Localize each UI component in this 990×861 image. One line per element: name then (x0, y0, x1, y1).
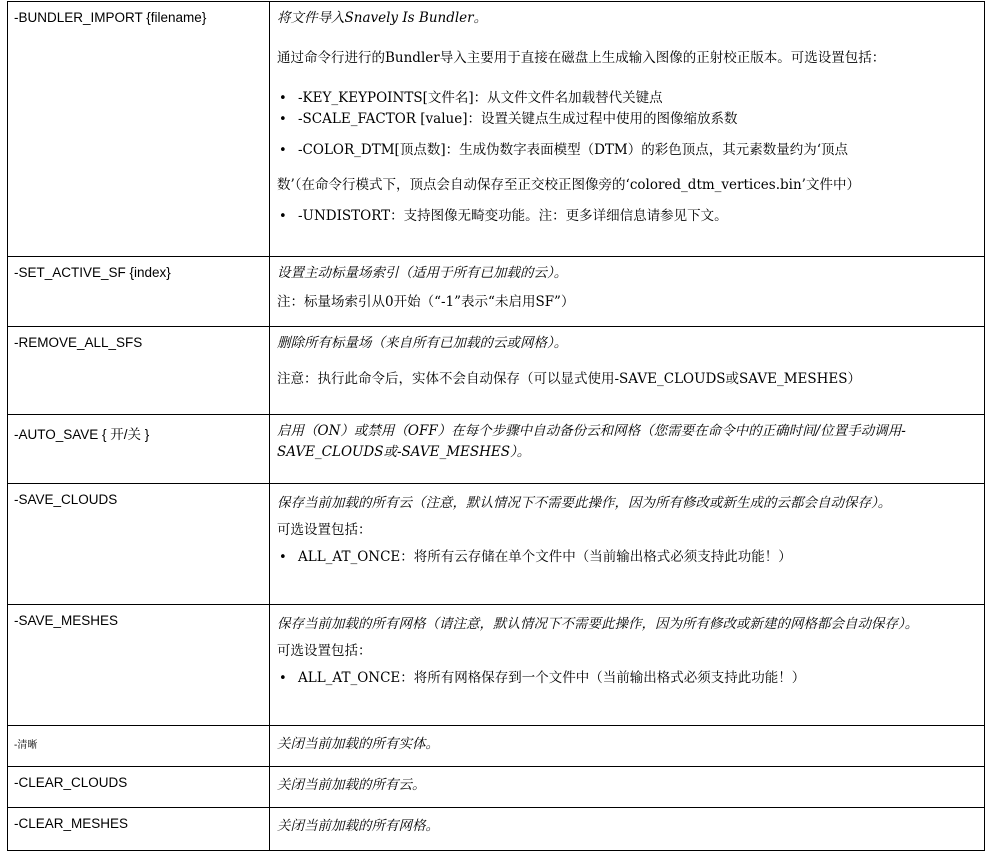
command-description (270, 2, 985, 257)
description-note: 注：标量场索引从0开始（“-1”表示“未启用SF”） (277, 294, 575, 310)
description-note: 注意：执行此命令后，实体不会自动保存（可以显式使用-SAVE_CLOUDS或SAVE_MESHES） (277, 371, 862, 387)
command-table (7, 1, 985, 851)
list-item: • ALL_AT_ONCE：将所有网格保存到一个文件中（当前输出格式必须支持此功能！） (277, 668, 974, 689)
command-name: -清晰 (8, 726, 270, 767)
command-name: -BUNDLER_IMPORT {filename} (8, 2, 270, 257)
description-title: 保存当前加载的所有云（注意，默认情况下不需要此操作，因为所有修改或新生成的云都会自动保存）。 (277, 495, 892, 511)
list-item: • -SCALE_FACTOR [value]：设置关键点生成过程中使用的图像缩放系数 (277, 109, 974, 130)
option-list (277, 547, 974, 568)
optional-label: 可选设置包括： (277, 643, 372, 659)
description-title: 设置主动标量场索引（适用于所有已加载的云）。 (277, 265, 568, 281)
table-row (8, 767, 985, 808)
command-description: 启用（ON）或禁用（OFF）在每个步骤中自动备份云和网格（您需要在命令中的正确时间/位置手动调用-SAVE_CLOUDS或-SAVE_MESHES）。 (270, 415, 985, 484)
command-description (270, 484, 985, 605)
table-row (8, 415, 985, 484)
list-item: • -COLOR_DTM[顶点数]：生成伪数字表面模型（DTM）的彩色顶点，其元素数量约为‘顶点 (277, 140, 974, 161)
command-description: 关闭当前加载的所有实体。 (270, 726, 985, 767)
command-name: -SET_ACTIVE_SF {index} (8, 257, 270, 327)
description-title: 删除所有标量场（来自所有已加载的云或网格）。 (277, 335, 568, 351)
command-name: -REMOVE_ALL_SFS (8, 327, 270, 415)
option-list (277, 668, 974, 689)
command-name: -CLEAR_MESHES (8, 808, 270, 851)
table-row (8, 327, 985, 415)
table-row (8, 726, 985, 767)
description-title: 保存当前加载的所有网格（请注意，默认情况下不需要此操作，因为所有修改或新建的网格都会自动保存）。 (277, 616, 919, 632)
command-name: -AUTO_SAVE { 开/关 } (8, 415, 270, 484)
description-title: 将文件导入Snavely Is Bundler。 (277, 10, 488, 26)
list-item: • ALL_AT_ONCE：将所有云存储在单个文件中（当前输出格式必须支持此功能！） (277, 547, 974, 568)
command-description (270, 257, 985, 327)
command-name: -SAVE_CLOUDS (8, 484, 270, 605)
table-row (8, 484, 985, 605)
command-description (270, 605, 985, 726)
table-row (8, 605, 985, 726)
description-intro: 通过命令行进行的Bundler导入主要用于直接在磁盘上生成输入图像的正射校正版本。可选设置包括： (277, 50, 886, 66)
command-description: 关闭当前加载的所有网格。 (270, 808, 985, 851)
command-name: -SAVE_MESHES (8, 605, 270, 726)
list-item-continuation: 数’（在命令行模式下，顶点会自动保存至正交校正图像旁的‘colored_dtm_vertices.bin’文件中） (277, 177, 860, 193)
option-list (277, 88, 974, 161)
table-row (8, 257, 985, 327)
command-description (270, 327, 985, 415)
table-row (8, 808, 985, 851)
command-name: -CLEAR_CLOUDS (8, 767, 270, 808)
list-item: • -UNDISTORT：支持图像无畸变功能。注：更多详细信息请参见下文。 (277, 206, 974, 227)
option-list (277, 206, 974, 227)
command-description: 关闭当前加载的所有云。 (270, 767, 985, 808)
table-row (8, 2, 985, 257)
list-item: • -KEY_KEYPOINTS[文件名]：从文件文件名加载替代关键点 (277, 88, 974, 109)
optional-label: 可选设置包括： (277, 522, 372, 538)
